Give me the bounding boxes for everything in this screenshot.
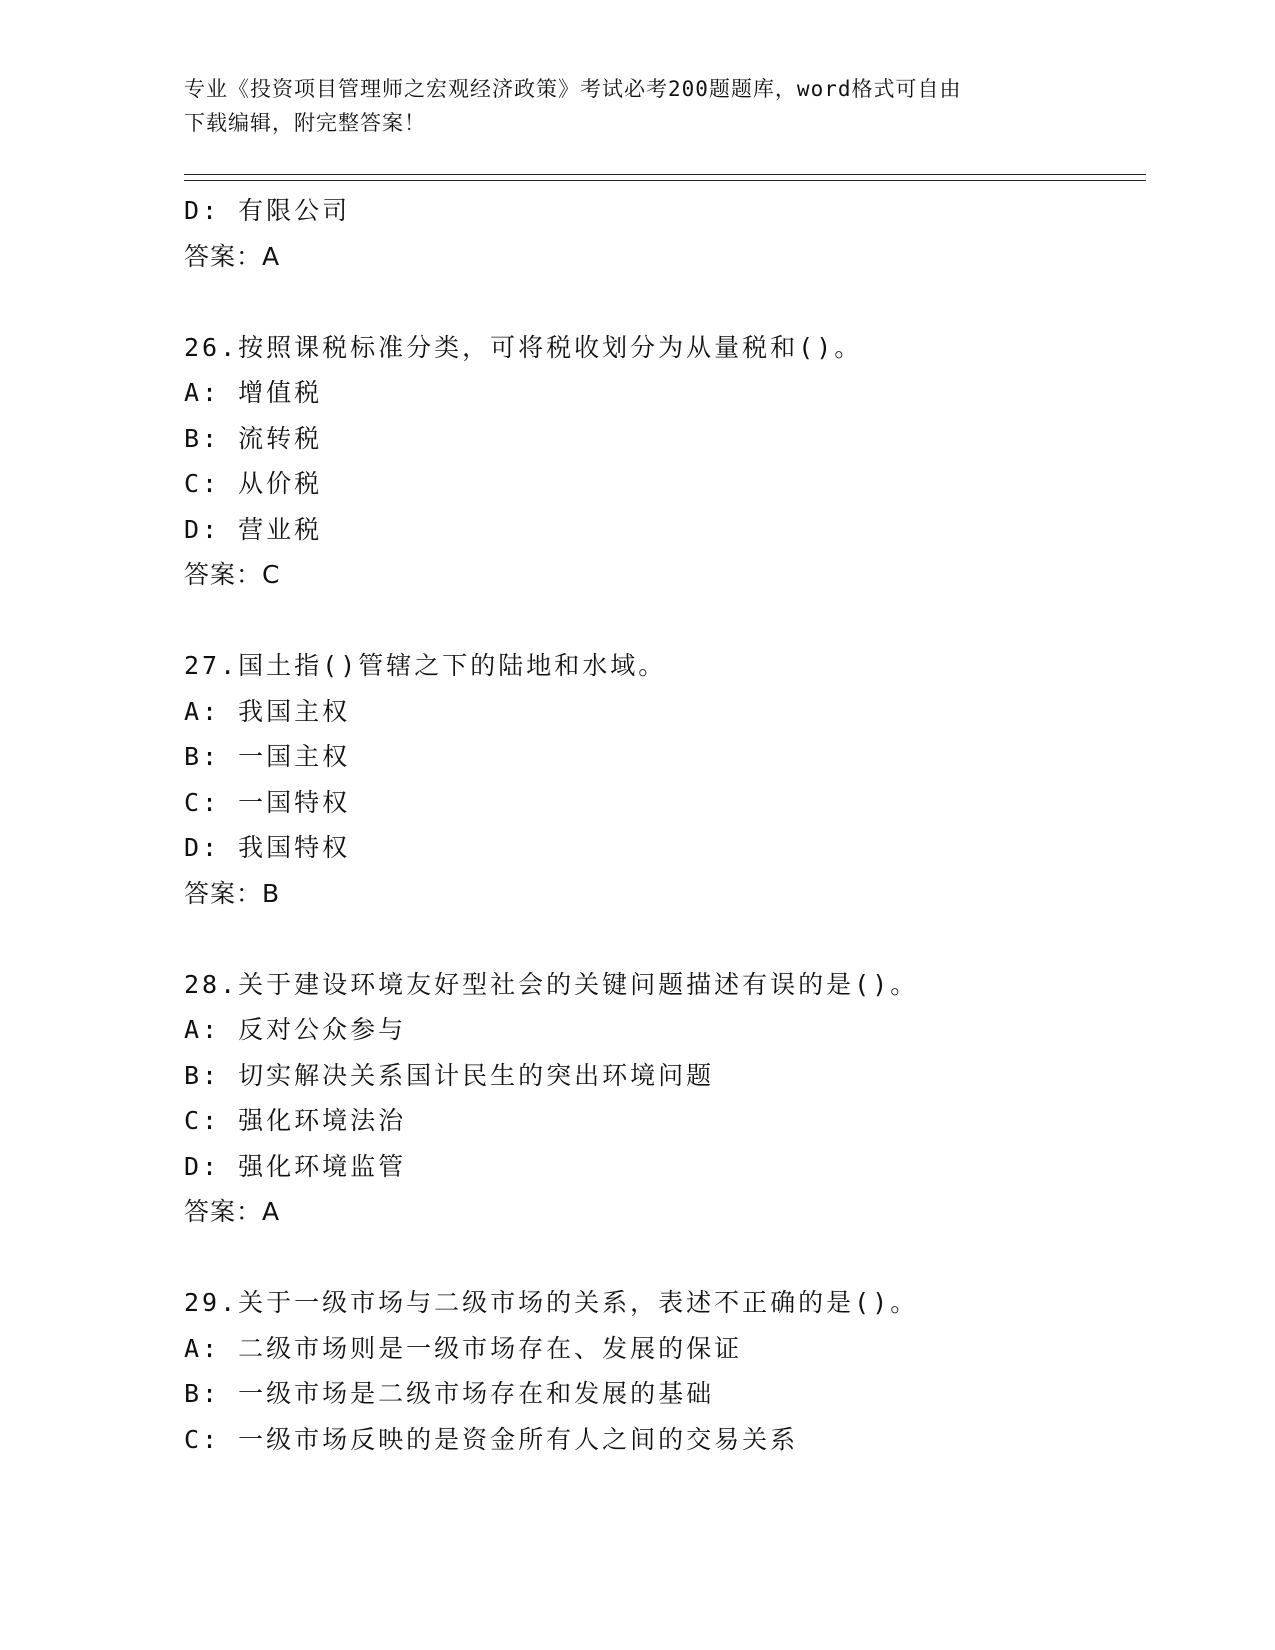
- answer: 答案：C: [184, 560, 281, 589]
- option-d: D: 强化环境监管: [184, 1151, 407, 1181]
- spacer: [184, 598, 1144, 644]
- question-27: [184, 643, 1144, 916]
- option-d: D: 我国特权: [184, 833, 351, 862]
- spacer: [184, 1235, 1144, 1281]
- question-28: [184, 962, 1144, 1235]
- option-a: A: 增值税: [184, 378, 323, 407]
- header-line-1: 专业《投资项目管理师之宏观经济政策》考试必考200题题库，word格式可自由: [184, 77, 962, 101]
- option-b: B: 一国主权: [184, 742, 351, 771]
- answer: 答案：B: [184, 878, 281, 908]
- option-b: B: 流转税: [184, 423, 323, 453]
- option-a: A: 我国主权: [184, 696, 351, 726]
- header-line-2: 下载编辑，附完整答案！: [184, 111, 426, 135]
- option-d: D: 营业税: [184, 514, 323, 544]
- option-b: B: 一级市场是二级市场存在和发展的基础: [184, 1379, 715, 1408]
- header-divider-top: [184, 174, 1146, 175]
- question-stem: 29.关于一级市场与二级市场的关系，表述不正确的是()。: [184, 1288, 919, 1317]
- prev-answer: 答案：A: [184, 241, 281, 271]
- answer: 答案：A: [184, 1197, 281, 1226]
- spacer: [184, 916, 1144, 962]
- question-list: [184, 188, 1144, 1462]
- option-c: C: 一级市场反映的是资金所有人之间的交易关系: [184, 1424, 799, 1454]
- question-stem: 28.关于建设环境友好型社会的关键问题描述有误的是()。: [184, 969, 919, 999]
- question-stem: 27.国土指()管辖之下的陆地和水域。: [184, 651, 667, 680]
- prev-option-d: D: 有限公司: [184, 196, 351, 225]
- option-c: C: 从价税: [184, 469, 323, 498]
- option-b: B: 切实解决关系国计民生的突出环境问题: [184, 1060, 715, 1090]
- document-header: [184, 72, 1064, 140]
- question-29: [184, 1280, 1144, 1462]
- option-c: C: 一国特权: [184, 787, 351, 817]
- option-a: A: 二级市场则是一级市场存在、发展的保证: [184, 1333, 743, 1363]
- option-c: C: 强化环境法治: [184, 1106, 407, 1135]
- header-divider-bottom: [184, 180, 1146, 181]
- question-stem: 26.按照课税标准分类，可将税收划分为从量税和()。: [184, 332, 863, 362]
- question-26: [184, 325, 1144, 598]
- option-a: A: 反对公众参与: [184, 1015, 407, 1044]
- spacer: [184, 279, 1144, 325]
